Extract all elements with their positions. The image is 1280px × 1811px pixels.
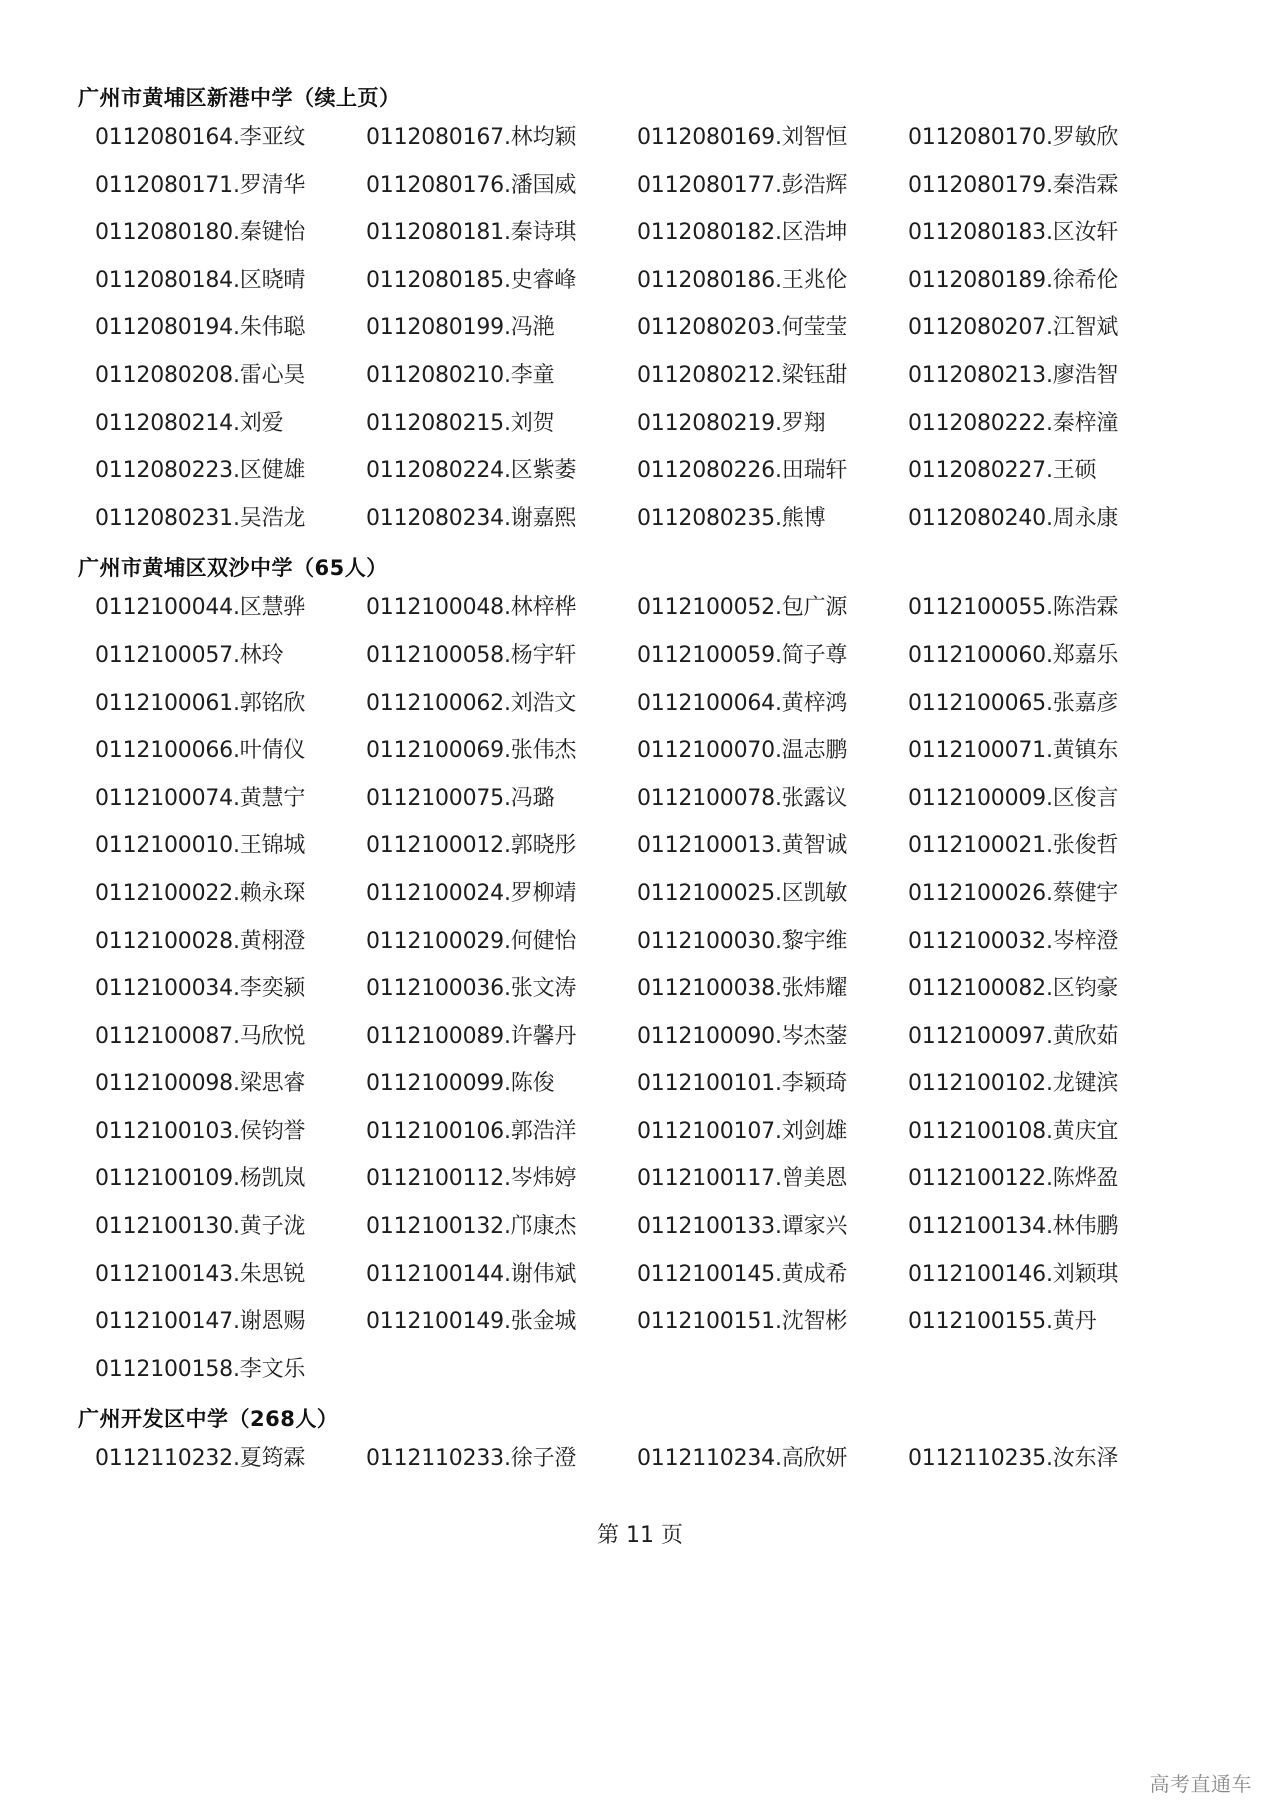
student-entry: 0112100089.许馨丹	[366, 1023, 577, 1049]
student-entry: 0112080210.李童	[366, 362, 555, 388]
student-entry: 0112100144.谢伟斌	[366, 1261, 577, 1287]
student-entry: 0112100098.梁思睿	[95, 1071, 306, 1097]
student-entry: 0112100055.陈浩霖	[908, 595, 1119, 621]
student-entry: 0112100097.黄欣茹	[908, 1023, 1119, 1049]
student-entry: 0112100117.曾美恩	[637, 1166, 848, 1192]
student-entry: 0112100030.黎宇维	[637, 928, 848, 954]
student-entry: 0112100024.罗柳靖	[366, 880, 577, 906]
student-entry: 0112100106.郭浩洋	[366, 1118, 577, 1144]
student-entry: 0112100029.何健怡	[366, 928, 577, 954]
student-entry: 0112080223.区健雄	[95, 458, 306, 484]
student-entry: 0112100028.黄栩澄	[95, 928, 306, 954]
student-entry: 0112100102.龙键滨	[908, 1071, 1119, 1097]
student-entry: 0112080171.罗清华	[95, 172, 306, 198]
student-list-content	[78, 82, 1138, 1483]
student-entry: 0112100012.郭晓彤	[366, 833, 577, 859]
student-entry: 0112100087.马欣悦	[95, 1023, 306, 1049]
student-entry: 0112080182.区浩坤	[637, 220, 848, 246]
student-entry: 0112080176.潘国威	[366, 172, 577, 198]
student-entry: 0112080208.雷心昊	[95, 362, 306, 388]
student-entry: 0112100101.李颖琦	[637, 1071, 848, 1097]
student-entry: 0112080186.王兆伦	[637, 267, 848, 293]
school-section	[78, 1403, 1138, 1483]
student-entry: 0112100130.黄子泷	[95, 1214, 306, 1240]
student-entry: 0112100036.张文涛	[366, 976, 577, 1002]
student-entry: 0112100078.张露议	[637, 785, 848, 811]
student-entry: 0112080184.区晓晴	[95, 267, 306, 293]
student-entry: 0112100066.叶倩仪	[95, 738, 306, 764]
student-entry: 0112100010.王锦城	[95, 833, 306, 859]
student-entry: 0112080214.刘爱	[95, 410, 284, 436]
student-entry: 0112100048.林梓桦	[366, 595, 577, 621]
school-title: 广州开发区中学（268人）	[78, 1407, 339, 1432]
student-entry: 0112100075.冯璐	[366, 785, 555, 811]
student-entry: 0112110232.夏筠霖	[95, 1446, 306, 1472]
student-grid	[78, 584, 1138, 1393]
student-entry: 0112080194.朱伟聪	[95, 315, 306, 341]
student-entry: 0112100132.邝康杰	[366, 1214, 577, 1240]
student-entry: 0112100147.谢恩赐	[95, 1309, 306, 1335]
student-entry: 0112100034.李奕颍	[95, 976, 306, 1002]
student-entry: 0112100032.岑梓澄	[908, 928, 1119, 954]
student-entry: 0112100074.黄慧宁	[95, 785, 306, 811]
student-entry: 0112080170.罗敏欣	[908, 125, 1119, 150]
student-entry: 0112100070.温志鹏	[637, 738, 848, 764]
student-entry: 0112100146.刘颖琪	[908, 1261, 1119, 1287]
student-entry: 0112100060.郑嘉乐	[908, 642, 1119, 668]
student-entry: 0112100103.侯钧誉	[95, 1118, 306, 1144]
student-entry: 0112100082.区钧豪	[908, 976, 1119, 1002]
student-entry: 0112080234.谢嘉熙	[366, 505, 577, 531]
student-entry: 0112100061.郭铭欣	[95, 690, 306, 716]
school-title: 广州市黄埔区新港中学（续上页）	[78, 86, 401, 110]
student-entry: 0112100021.张俊哲	[908, 833, 1119, 859]
student-entry: 0112080177.彭浩辉	[637, 172, 848, 198]
student-entry: 0112100149.张金城	[366, 1309, 577, 1335]
student-entry: 0112080207.江智斌	[908, 315, 1119, 341]
student-entry: 0112100062.刘浩文	[366, 690, 577, 716]
student-entry: 0112100155.黄丹	[908, 1309, 1097, 1335]
page-number: 第 11 页	[597, 1523, 683, 1548]
student-entry: 0112100099.陈俊	[366, 1071, 555, 1097]
student-entry: 0112100022.赖永琛	[95, 880, 306, 906]
student-entry: 0112080219.罗翔	[637, 410, 826, 436]
student-entry: 0112100133.谭家兴	[637, 1214, 848, 1240]
student-entry: 0112080212.梁钰甜	[637, 362, 848, 388]
student-entry: 0112100025.区凯敏	[637, 880, 848, 906]
student-entry: 0112100143.朱思锐	[95, 1261, 306, 1287]
student-entry: 0112100044.区慧骅	[95, 595, 306, 621]
student-entry: 0112080227.王硕	[908, 458, 1097, 484]
student-entry: 0112100058.杨宇轩	[366, 642, 577, 668]
student-entry: 0112080224.区紫萎	[366, 458, 577, 484]
student-entry: 0112100158.李文乐	[95, 1356, 306, 1382]
student-entry: 0112100108.黄庆宜	[908, 1118, 1119, 1144]
student-entry: 0112080189.徐希伦	[908, 267, 1119, 293]
student-entry: 0112080179.秦浩霖	[908, 172, 1119, 198]
school-title: 广州市黄埔区双沙中学（65人）	[78, 556, 388, 581]
student-entry: 0112100038.张炜耀	[637, 976, 848, 1002]
student-entry: 0112080231.吴浩龙	[95, 505, 306, 531]
watermark-text: 高考直通车	[1149, 1772, 1252, 1796]
student-entry: 0112110235.汝东泽	[908, 1446, 1119, 1472]
school-section	[78, 82, 1138, 542]
student-entry: 0112100026.蔡健宇	[908, 880, 1119, 906]
student-entry: 0112100069.张伟杰	[366, 738, 577, 764]
student-entry: 0112080185.史睿峰	[366, 267, 577, 293]
student-entry: 0112080203.何莹莹	[637, 315, 848, 341]
student-entry: 0112080164.李亚纹	[95, 125, 306, 150]
student-entry: 0112080213.廖浩智	[908, 362, 1119, 388]
student-entry: 0112080240.周永康	[908, 505, 1119, 531]
student-entry: 0112100057.林玲	[95, 642, 284, 668]
student-entry: 0112110234.高欣妍	[637, 1446, 848, 1472]
student-entry: 0112080183.区汝轩	[908, 220, 1119, 246]
student-entry: 0112080222.秦梓潼	[908, 410, 1119, 436]
student-entry: 0112080169.刘智恒	[637, 125, 848, 150]
student-entry: 0112100151.沈智彬	[637, 1309, 848, 1335]
student-grid	[78, 1435, 1138, 1483]
student-grid	[78, 114, 1138, 542]
student-entry: 0112100112.岑炜婷	[366, 1166, 577, 1192]
student-entry: 0112100064.黄梓鸿	[637, 690, 848, 716]
student-entry: 0112100065.张嘉彦	[908, 690, 1119, 716]
student-entry: 0112100009.区俊言	[908, 785, 1119, 811]
student-entry: 0112100059.简子尊	[637, 642, 848, 668]
student-entry: 0112100134.林伟鹏	[908, 1214, 1119, 1240]
student-entry: 0112100013.黄智诚	[637, 833, 848, 859]
student-entry: 0112100109.杨凯岚	[95, 1166, 306, 1192]
student-entry: 0112080226.田瑞轩	[637, 458, 848, 484]
student-entry: 0112080180.秦键怡	[95, 220, 306, 246]
school-section	[78, 552, 1138, 1393]
student-entry: 0112080215.刘贺	[366, 410, 555, 436]
student-entry: 0112100122.陈烨盈	[908, 1166, 1119, 1192]
student-entry: 0112100052.包广源	[637, 595, 848, 621]
student-entry: 0112080199.冯滟	[366, 315, 555, 341]
student-entry: 0112100145.黄成希	[637, 1261, 848, 1287]
student-entry: 0112110233.徐子澄	[366, 1446, 577, 1472]
student-entry: 0112080167.林均颖	[366, 125, 577, 150]
student-entry: 0112080181.秦诗琪	[366, 220, 577, 246]
student-entry: 0112100090.岑杰蓥	[637, 1023, 848, 1049]
student-entry: 0112100107.刘剑雄	[637, 1118, 848, 1144]
student-entry: 0112080235.熊博	[637, 505, 826, 531]
student-entry: 0112100071.黄镇东	[908, 738, 1119, 764]
